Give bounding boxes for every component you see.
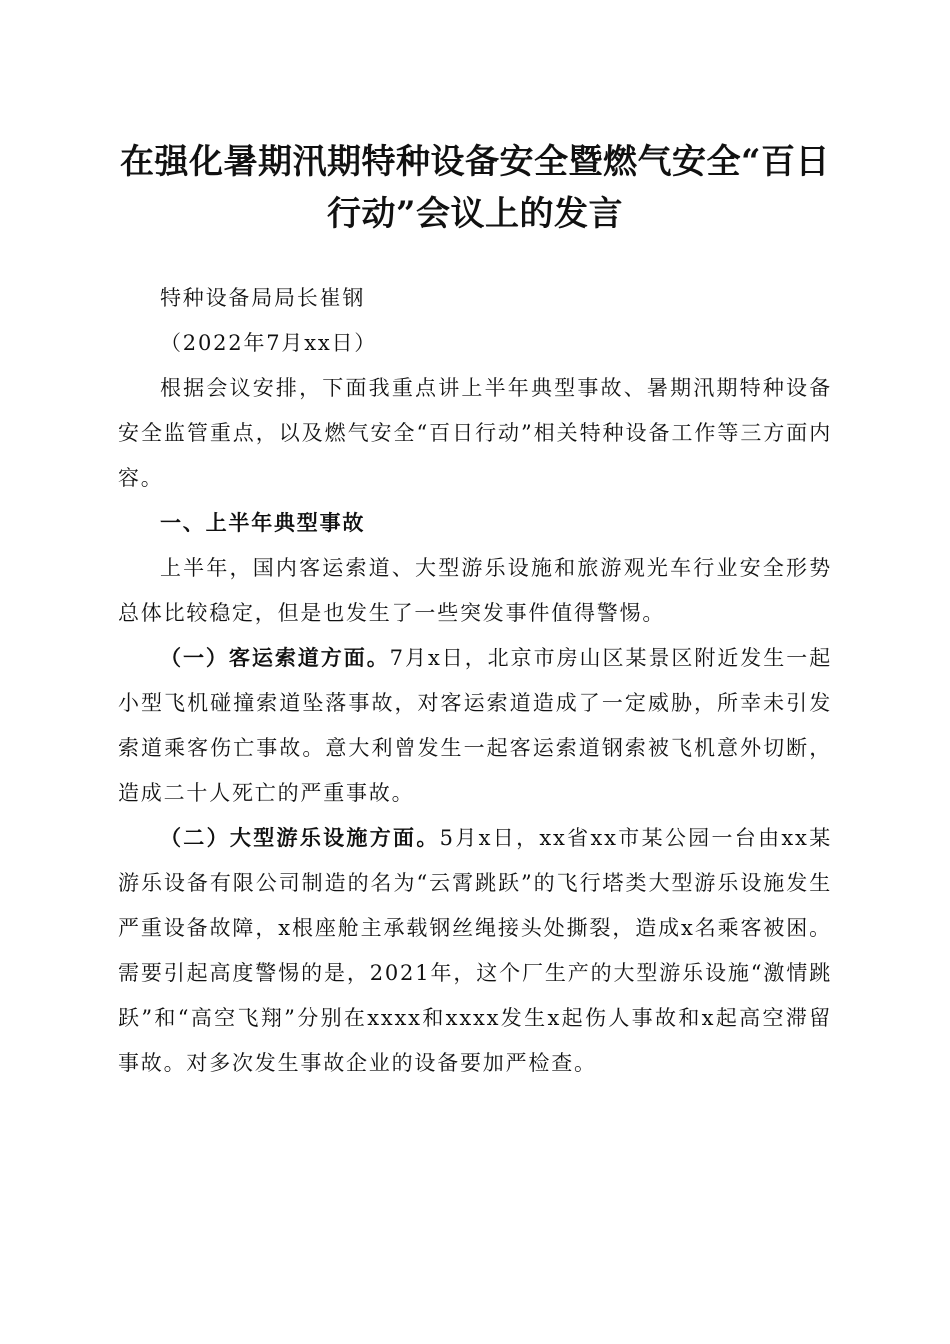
ropeway-text: 7月x日，北京市房山区某景区附近发生一起小型飞机碰撞索道坠落事故，对客运索道造成了一定威胁，所幸未引发索道乘客伤亡事故。意大利曾发生一起客运索道钢索被飞机意外切断，造成二十人死亡的严重事故。 — [118, 646, 833, 805]
document-body — [118, 276, 832, 1086]
ropeway-lead: （一）客运索道方面。 — [160, 646, 390, 670]
intro-paragraph: 根据会议安排，下面我重点讲上半年典型事故、暑期汛期特种设备安全监管重点，以及燃气安全“百日行动”相关特种设备工作等三方面内容。 — [118, 376, 832, 490]
date-line: （2022年7月xx日） — [160, 331, 378, 355]
section-heading: 一、上半年典型事故 — [160, 511, 366, 535]
ropeway-paragraph — [118, 636, 832, 816]
amusement-text: 5月x日，xx省xx市某公园一台由xx某游乐设备有限公司制造的名为“云霄跳跃”的飞行塔类大型游乐设施发生严重设备故障，x根座舱主承载钢丝绳接头处撕裂，造成x名乘客被困。需要引起高度警惕的是，2021年，这个厂生产的大型游乐设施“激情跳跃”和“高空飞翔”分别在xxxx和xxxx发生x起伤人事故和x起高空滞留事故。对多次发生事故企业的设备要加严检查。 — [118, 826, 832, 1075]
document-title: 在强化暑期汛期特种设备安全暨燃气安全“百日行动”会议上的发言 — [119, 142, 831, 234]
speaker-line: 特种设备局局长崔钢 — [160, 286, 366, 310]
amusement-lead: （二）大型游乐设施方面。 — [160, 826, 440, 850]
amusement-paragraph — [118, 816, 832, 1086]
overview-paragraph: 上半年，国内客运索道、大型游乐设施和旅游观光车行业安全形势总体比较稳定，但是也发生了一些突发事件值得警惕。 — [118, 556, 832, 625]
